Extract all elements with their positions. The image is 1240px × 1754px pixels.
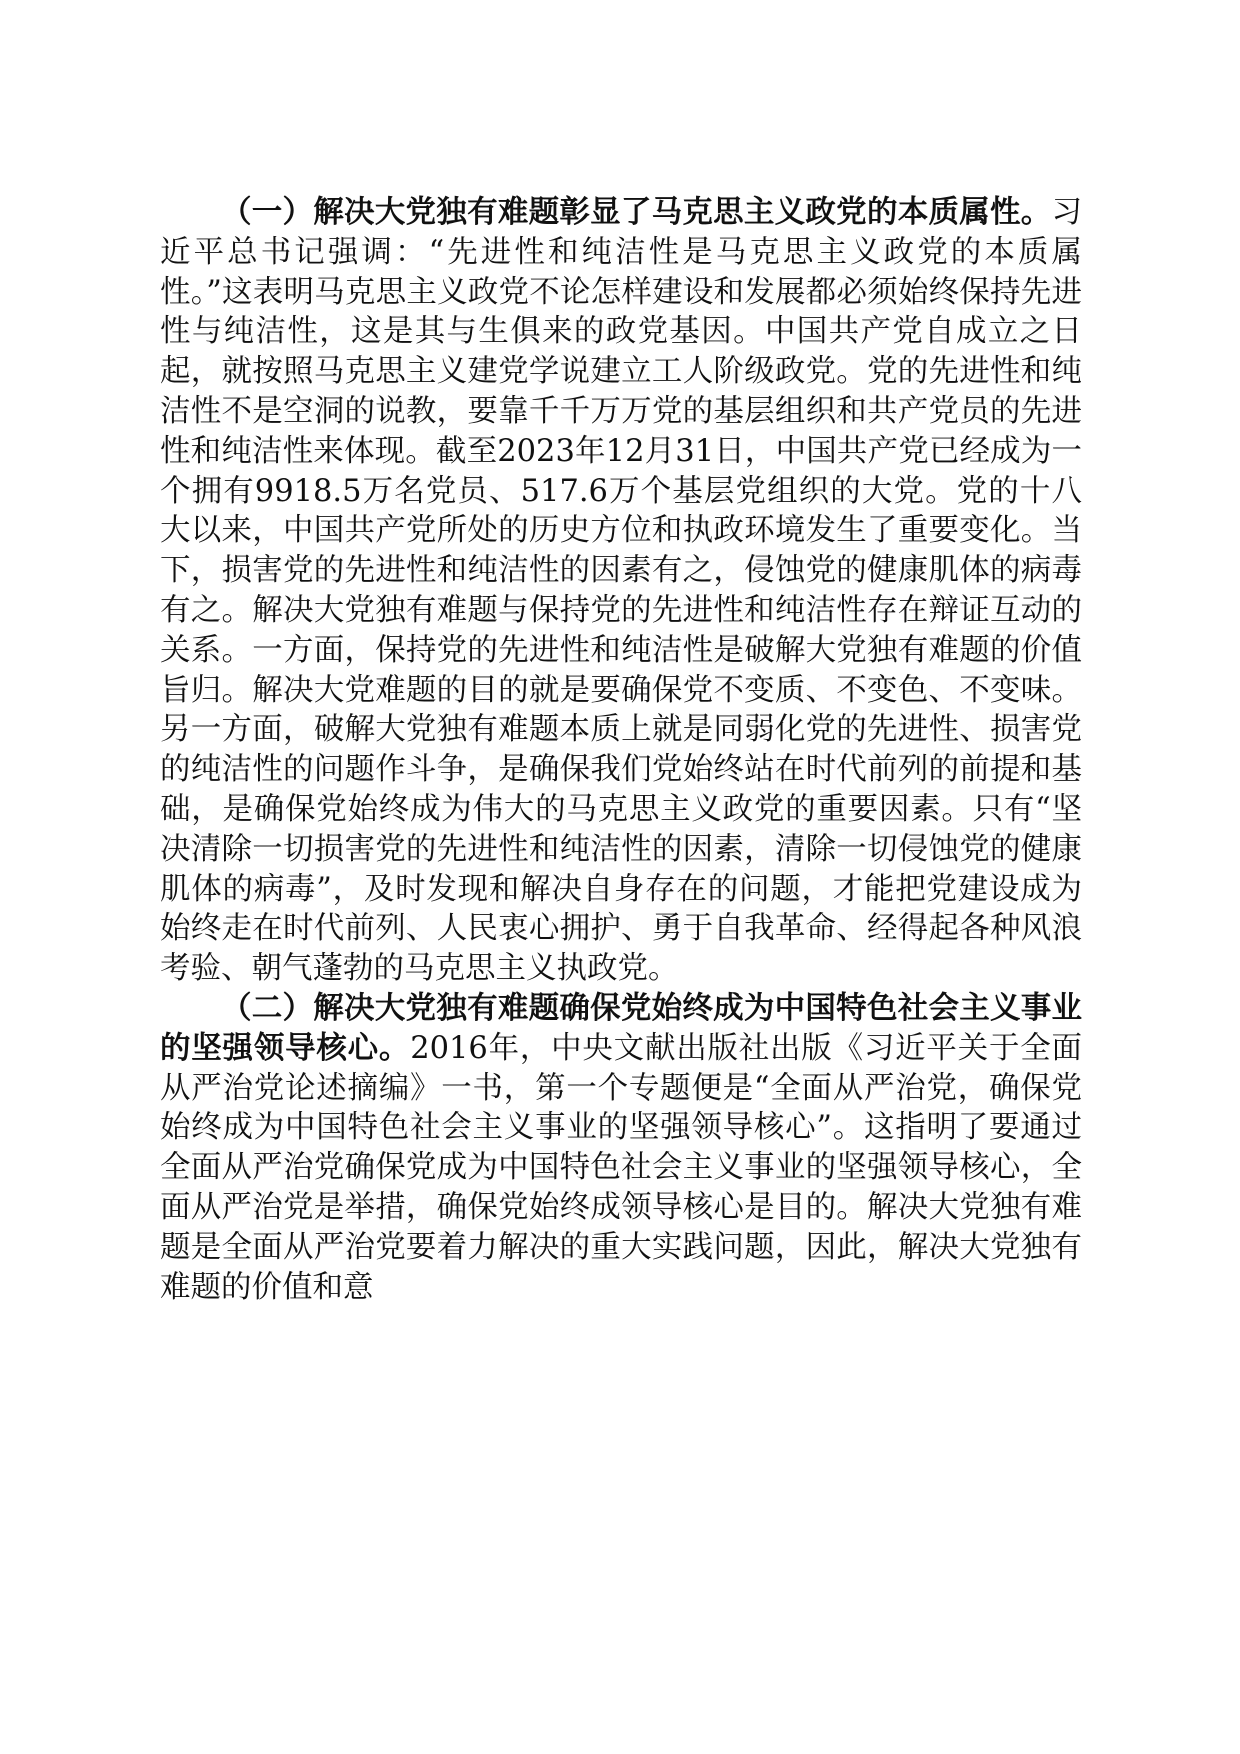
paragraph-1 [160,193,1082,989]
paragraph-2-body: 2016年，中央文献出版社出版《习近平关于全面从严治党论述摘编》一书，第一个专题便是“全面从严治党，确保党始终成为中国特色社会主义事业的坚强领导核心”。这指明了要通过全面从严治党确保党成为中国特色社会主义事业的坚强领导核心，全面从严治党是举措，确保党始终成领导核心是目的。解决大党独有难题是全面从严治党要着力解决的重大实践问题，因此，解决大党独有难题的价值和意 [160,1030,1082,1305]
paragraph-1-heading: （一）解决大党独有难题彰显了马克思主义政党的本质属性。 [221,195,1052,230]
paragraph-1-body: 习近平总书记强调：“先进性和纯洁性是马克思主义政党的本质属性。”这表明马克思主义政党不论怎样建设和发展都必须始终保持先进性与纯洁性，这是其与生俱来的政党基因。中国共产党自成立之日起，就按照马克思主义建党学说建立工人阶级政党。党的先进性和纯洁性不是空洞的说教，要靠千千万万党的基层组织和共产党员的先进性和纯洁性来体现。截至2023年12月31日，中国共产党已经成为一个拥有9918.5万名党员、517.6万个基层党组织的大党。党的十八大以来，中国共产党所处的历史方位和执政环境发生了重要变化。当下，损害党的先进性和纯洁性的因素有之，侵蚀党的健康肌体的病毒有之。解决大党独有难题与保持党的先进性和纯洁性存在辩证互动的关系。一方面，保持党的先进性和纯洁性是破解大党独有难题的价值旨归。解决大党难题的目的就是要确保党不变质、不变色、不变味。另一方面，破解大党独有难题本质上就是同弱化党的先进性、损害党的纯洁性的问题作斗争，是确保我们党始终站在时代前列的前提和基础，是确保党始终成为伟大的马克思主义政党的重要因素。只有“坚决清除一切损害党的先进性和纯洁性的因素，清除一切侵蚀党的健康肌体的病毒”，及时发现和解决自身存在的问题，才能把党建设成为始终走在时代前列、人民衷心拥护、勇于自我革命、经得起各种风浪考验、朝气蓬勃的马克思主义执政党。 [160,195,1082,987]
paragraph-2-heading: （二）解决大党独有难题确保党始终成为中国特色社会主义事业的坚强领导核心。 [160,990,1082,1066]
paragraph-2 [160,989,1082,1307]
document-page [160,193,1082,1307]
